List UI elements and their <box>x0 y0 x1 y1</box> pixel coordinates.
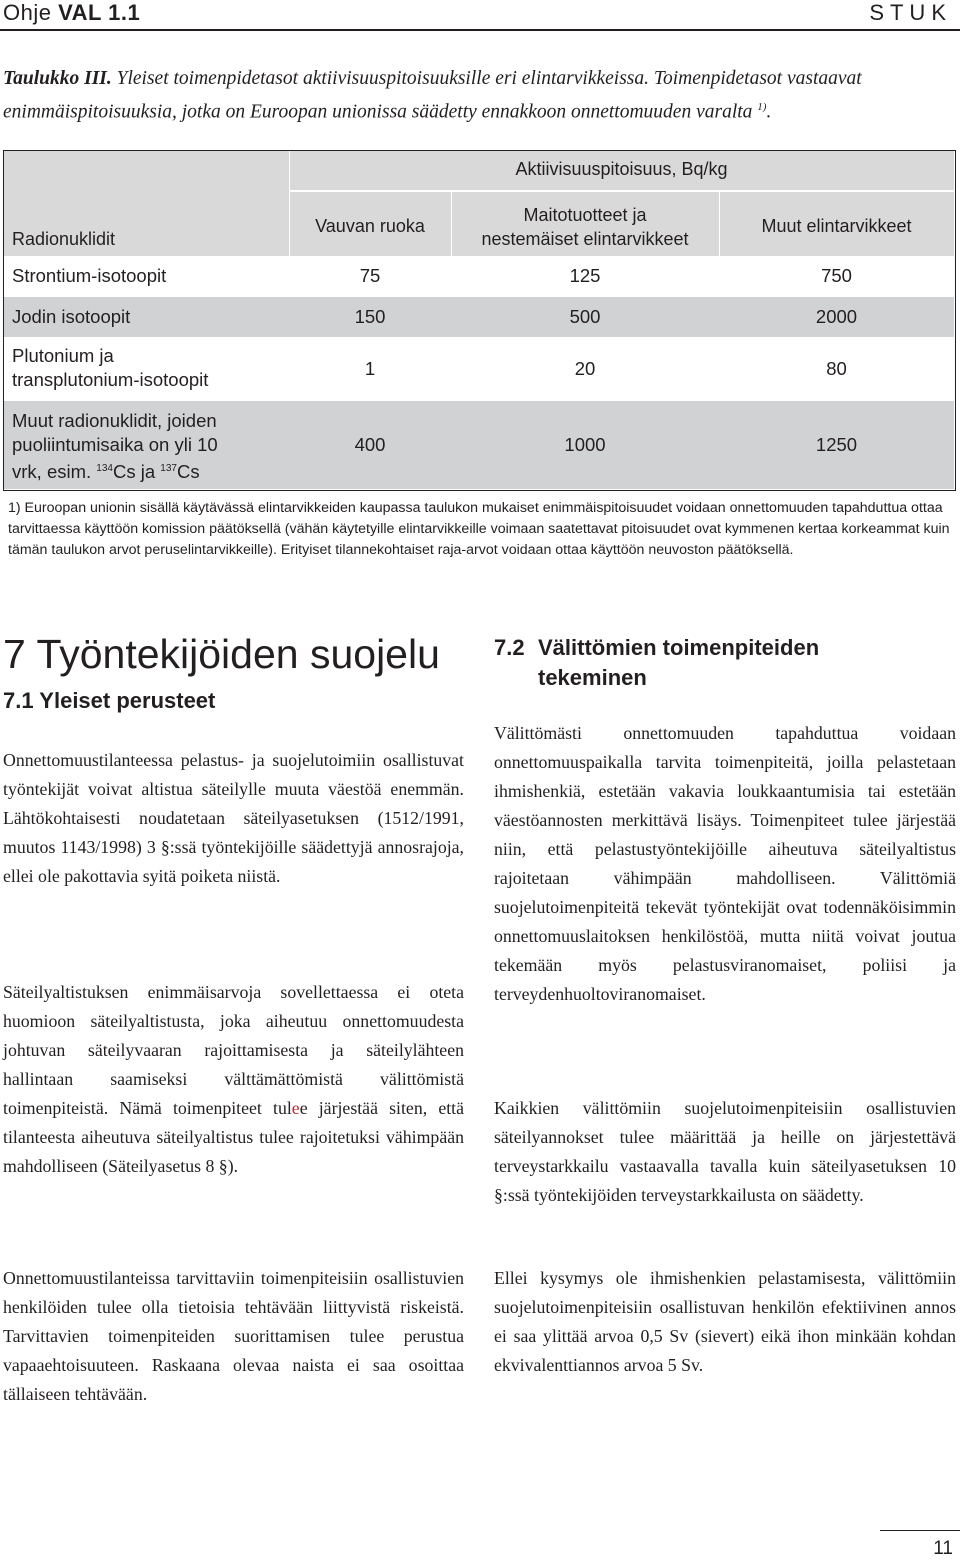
table-caption <box>3 64 957 127</box>
col-header-baby-food: Vauvan ruoka <box>315 216 425 236</box>
paragraph <box>3 978 464 1181</box>
caption-text: Yleiset toimenpidetasot aktiivisuuspitoisuuksille eri elintarvikkeissa. Toimenpidetasot vastaavat enimmäispitoisuuksia, jotka on Euroopan unionissa säädetty ennakkoon onnettomuuden varalta <box>3 68 862 123</box>
document-code <box>3 0 140 26</box>
publisher-logo-text: STUK <box>869 0 952 25</box>
col-header-dairy <box>451 203 719 251</box>
row-name-line: transplutonium-isotoopit <box>12 369 209 390</box>
row-name: Jodin isotoopit <box>12 306 131 327</box>
section-title-line: Välittömien toimenpiteiden <box>538 635 820 660</box>
row-name-line: Plutonium ja <box>12 345 114 366</box>
paragraph: Onnettomuustilanteissa tarvittaviin toimenpiteisiin osallistuvien henkilöiden tulee olla tietoisia tehtävään liittyvistä riskeistä. Tarvittavien toimenpiteiden suorittamisen tulee perustua vapaaehtoisuuteen. Raskaana olevaa naista ei saa osoittaa tällaiseen tehtävään. <box>3 1268 464 1404</box>
header-rule <box>0 29 960 31</box>
row-name-line: puoliintumisaika on yli 10 <box>12 434 218 455</box>
doc-type-label: Ohje <box>3 0 59 25</box>
table-footnote: 1) Euroopan unionin sisällä käytävässä elintarvikkeiden kaupassa taulukon mukaiset enimmäispitoisuudet voidaan onnettomuuden tapahduttua ottaa tarvittaessa käyttöön komission päätöksellä (vähän käytetyille elintarvikkeille voimaan saatettavat pitoisuudet ovat kymmenen kertaa korkeammat kuin tämän taulukon arvot peruselintarvikkeille). Erityiset tilannekohtaiset raja-arvot voidaan ottaa käyttöön neuvoston päätöksellä. <box>8 500 950 558</box>
table-row <box>4 256 954 297</box>
col-header-dairy-line1: Maitotuotteet ja <box>523 205 647 225</box>
doc-code-label: VAL 1.1 <box>58 0 141 25</box>
paragraph: Kaikkien välittömiin suojelutoimenpiteisiin osallistuvien säteilyannokset tulee määrittää ja heille on järjestettävä terveystarkkailu vastaavalla tavalla kuin säteilyasetuksen 10 §:ssä työntekijöiden terveystarkkailusta on säädetty. <box>494 1098 956 1205</box>
row-name <box>12 344 208 392</box>
group-header: Aktiivisuuspitoisuus, Bq/kg <box>515 159 728 179</box>
table-row <box>4 337 954 401</box>
table-row <box>4 297 954 337</box>
isotope-mass-number: 137 <box>160 463 177 474</box>
col-header-other-foods: Muut elintarvikkeet <box>761 216 912 236</box>
cell-value: 1 <box>364 358 376 379</box>
caption-label: Taulukko III. <box>3 68 112 89</box>
row-name-line: Muut radionuklidit, joiden <box>12 410 217 431</box>
paragraph: Välittömästi onnettomuuden tapahduttua voidaan onnettomuuspaikalla tarvita toimenpiteitä, joilla pelastetaan ihmishenkiä, estetään vakavia loukkaantumisia tai estetään väestöannosten merkittävä lisäys. Toimenpiteet tulee järjestää niin, että pelastustyöntekijöille aiheutuva säteilyaltistus rajoitetaan vähimpään mahdolliseen. Välittömiä suojelutoimenpiteitä tekevät työntekijät ovat todennäköisimmin onnettomuuslaitoksen henkilöstöä, mutta niitä voivat joutua tekemään myös pelastusviranomaiset, poliisi ja terveydenhuoltoviranomaiset. <box>494 723 956 1004</box>
col-header-radionuclides: Radionuklidit <box>12 229 116 249</box>
cell-value: 2000 <box>815 306 858 327</box>
paragraph-text: e järjestää siten, että tilanteesta aiheutuva säteilyaltistus tulee rajoitetuksi vähimpään mahdolliseen (Säteilyasetus 8 §). <box>3 1098 464 1176</box>
table-row <box>4 401 954 489</box>
page-number: 11 <box>933 1538 953 1559</box>
cell-value: 750 <box>821 265 852 286</box>
row-name <box>12 409 218 484</box>
cell-value: 500 <box>569 306 601 327</box>
cell-value: 400 <box>354 434 386 455</box>
cell-value: 1250 <box>815 434 858 455</box>
caption-end: . <box>766 101 772 123</box>
cell-value: 20 <box>574 358 596 379</box>
row-name: Strontium-isotoopit <box>12 265 167 286</box>
isotope-symbol: Cs <box>176 461 200 483</box>
paragraph-text-highlight: e <box>291 1098 300 1118</box>
isotope-mass-number: 134 <box>96 463 113 474</box>
cell-value: 1000 <box>564 434 606 455</box>
section-title-line: tekeminen <box>538 665 647 690</box>
section-heading-7-1: 7.1 Yleiset perusteet <box>3 688 216 713</box>
cell-value: 125 <box>569 265 601 286</box>
caption-footnote-ref: 1) <box>757 101 767 113</box>
cell-value: 80 <box>826 358 847 379</box>
section-heading-7-2 <box>494 633 914 693</box>
section-number: 7.2 <box>494 635 525 660</box>
row-name-line: vrk, esim. <box>12 461 97 483</box>
footer-rule <box>880 1530 960 1531</box>
paragraph: Ellei kysymys ole ihmishenkien pelastamisesta, välittömiin suojelutoimenpiteisiin osallistuvan henkilön efektiivinen annos ei saa ylittää arvoa 0,5 Sv (sievert) eikä ihon minkään kohdan ekvivalenttiannos arvoa 5 Sv. <box>494 1268 956 1375</box>
group-header-divider <box>289 190 954 192</box>
paragraph: Onnettomuustilanteessa pelastus- ja suojelutoimiin osallistuvat työntekijät voivat altistua säteilylle muuta väestöä enemmän. Lähtökohtaisesti noudatetaan säteilyasetuksen (1512/1991, muutos 1143/1998) 3 §:ssä työntekijöille säädettyjä annosrajoja, ellei ole pakottavia syitä poiketa niistä. <box>3 750 464 886</box>
cell-value: 75 <box>359 265 381 286</box>
paragraph-text: Säteilyaltistuksen enimmäisarvoja sovellettaessa ei oteta huomioon säteilyaltistusta, joka aiheutuu onnettomuudesta johtuvan säteilyvaaran rajoittamisesta ja säteilylähteen hallintaan saamiseksi välttämättömistä välittömistä toimenpiteistä. Nämä toimenpiteet tul <box>3 982 464 1118</box>
radionuclide-table <box>3 150 956 491</box>
chapter-heading: 7 Työntekijöiden suojelu <box>3 631 440 677</box>
isotope-symbol: Cs ja <box>112 461 161 483</box>
col-header-dairy-line2: nestemäiset elintarvikkeet <box>481 229 689 249</box>
cell-value: 150 <box>354 306 386 327</box>
